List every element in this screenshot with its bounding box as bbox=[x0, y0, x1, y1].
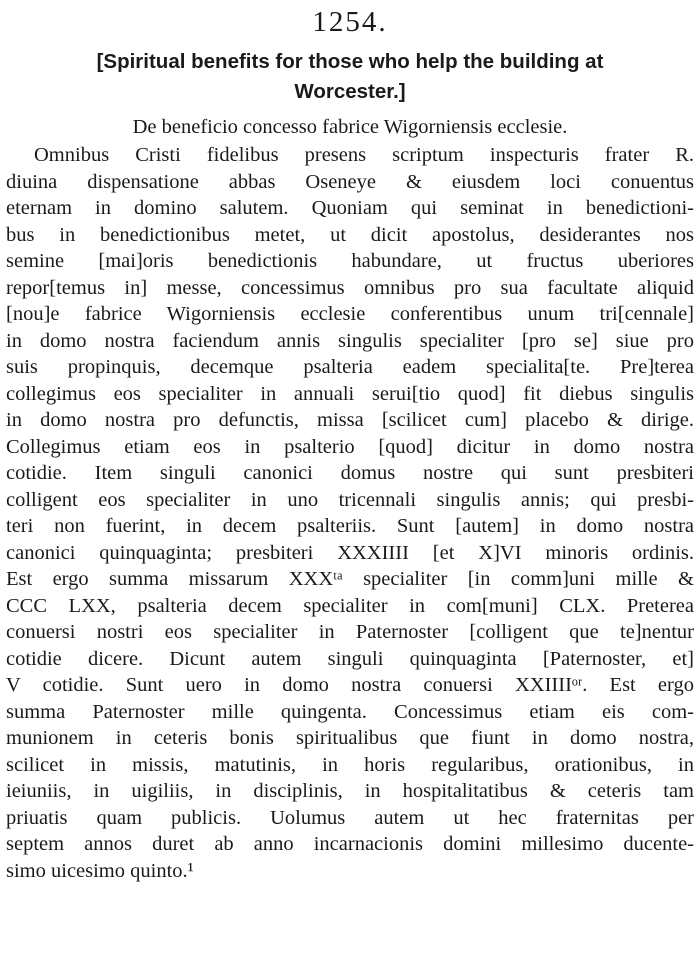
body-line: scilicet in missis, matutinis, in horis regularibus, orationibus, in bbox=[6, 753, 694, 776]
body-line: CCC LXX, psalteria decem specialiter in com[muni] CLX. Preterea bbox=[6, 594, 694, 617]
document-subtitle: De beneficio concesso fabrice Wigorniensis ecclesie. bbox=[132, 116, 568, 138]
body-line: conuersi nostri eos specialiter in Paternoster [colligent que te]nentur bbox=[6, 621, 694, 643]
body-line: suis propinquis, decemque psalteria eadem specialita[te. Pre]terea bbox=[6, 356, 694, 378]
body-line: in domo nostra pro defunctis, missa [scilicet cum] placebo & dirige. bbox=[6, 409, 694, 431]
body-line: semine [mai]oris benedictionis habundare, ut fructus uberiores bbox=[6, 250, 694, 272]
document-body bbox=[6, 142, 694, 884]
body-line: canonici quinquaginta; presbiteri XXXIIII [et X]VI minoris ordinis. bbox=[6, 541, 694, 564]
body-line: cotidie dicere. Dicunt autem singuli quinquaginta [Paternoster, et] bbox=[6, 647, 694, 670]
body-line: [nou]e fabrice Wigorniensis ecclesie conferentibus unum tri[cennale] bbox=[6, 303, 694, 325]
body-line: repor[temus in] messe, concessimus omnibus pro sua facultate aliquid bbox=[6, 276, 694, 299]
body-line: priuatis quam publicis. Uolumus autem ut hec fraternitas per bbox=[6, 806, 694, 829]
body-line: diuina dispensatione abbas Oseneye & eiusdem loci conuentus bbox=[6, 170, 694, 193]
body-line: eternam in domino salutem. Quoniam qui seminat in benedictioni- bbox=[6, 197, 694, 219]
body-line: in domo nostra faciendum annis singulis specialiter [pro se] siue pro bbox=[6, 329, 694, 352]
heading-line-1: [Spiritual benefits for those who help the building at bbox=[96, 50, 604, 73]
body-line: munionem in ceteris bonis spiritualibus que fiunt in domo nostra, bbox=[6, 727, 694, 749]
body-line: Collegimus etiam eos in psalterio [quod] dicitur in domo nostra bbox=[6, 435, 694, 458]
body-line: V cotidie. Sunt uero in domo nostra conuersi XXIIIIᵒʳ. Est ergo bbox=[6, 674, 694, 696]
body-line: simo uicesimo quinto.¹ bbox=[6, 859, 194, 882]
body-line: summa Paternoster mille quingenta. Concessimus etiam eis com- bbox=[6, 700, 694, 723]
body-line: colligent eos specialiter in uno tricennali singulis annis; qui presbi- bbox=[6, 488, 694, 511]
body-line: Est ergo summa missarum XXXᵗᵃ specialiter [in comm]uni mille & bbox=[6, 568, 694, 590]
body-line: bus in benedictionibus metet, ut dicit apostolus, desiderantes nos bbox=[6, 223, 694, 246]
body-line: teri non fuerint, in decem psalteriis. Sunt [autem] in domo nostra bbox=[6, 515, 694, 537]
document-number: 1254. bbox=[312, 6, 388, 38]
body-line: collegimus eos specialiter in annuali serui[tio quod] fit diebus singulis bbox=[6, 382, 694, 405]
heading-line-2: Worcester.] bbox=[294, 80, 406, 103]
body-line: septem annos duret ab anno incarnacionis domini millesimo ducente- bbox=[6, 833, 694, 855]
body-line: cotidie. Item singuli canonici domus nostre qui sunt presbiteri bbox=[6, 462, 694, 484]
body-line: Omnibus Cristi fidelibus presens scriptum inspecturis frater R. bbox=[34, 144, 694, 166]
document-heading bbox=[30, 47, 670, 107]
body-line: ieiuniis, in uigiliis, in disciplinis, in hospitalitatibus & ceteris tam bbox=[6, 780, 694, 802]
